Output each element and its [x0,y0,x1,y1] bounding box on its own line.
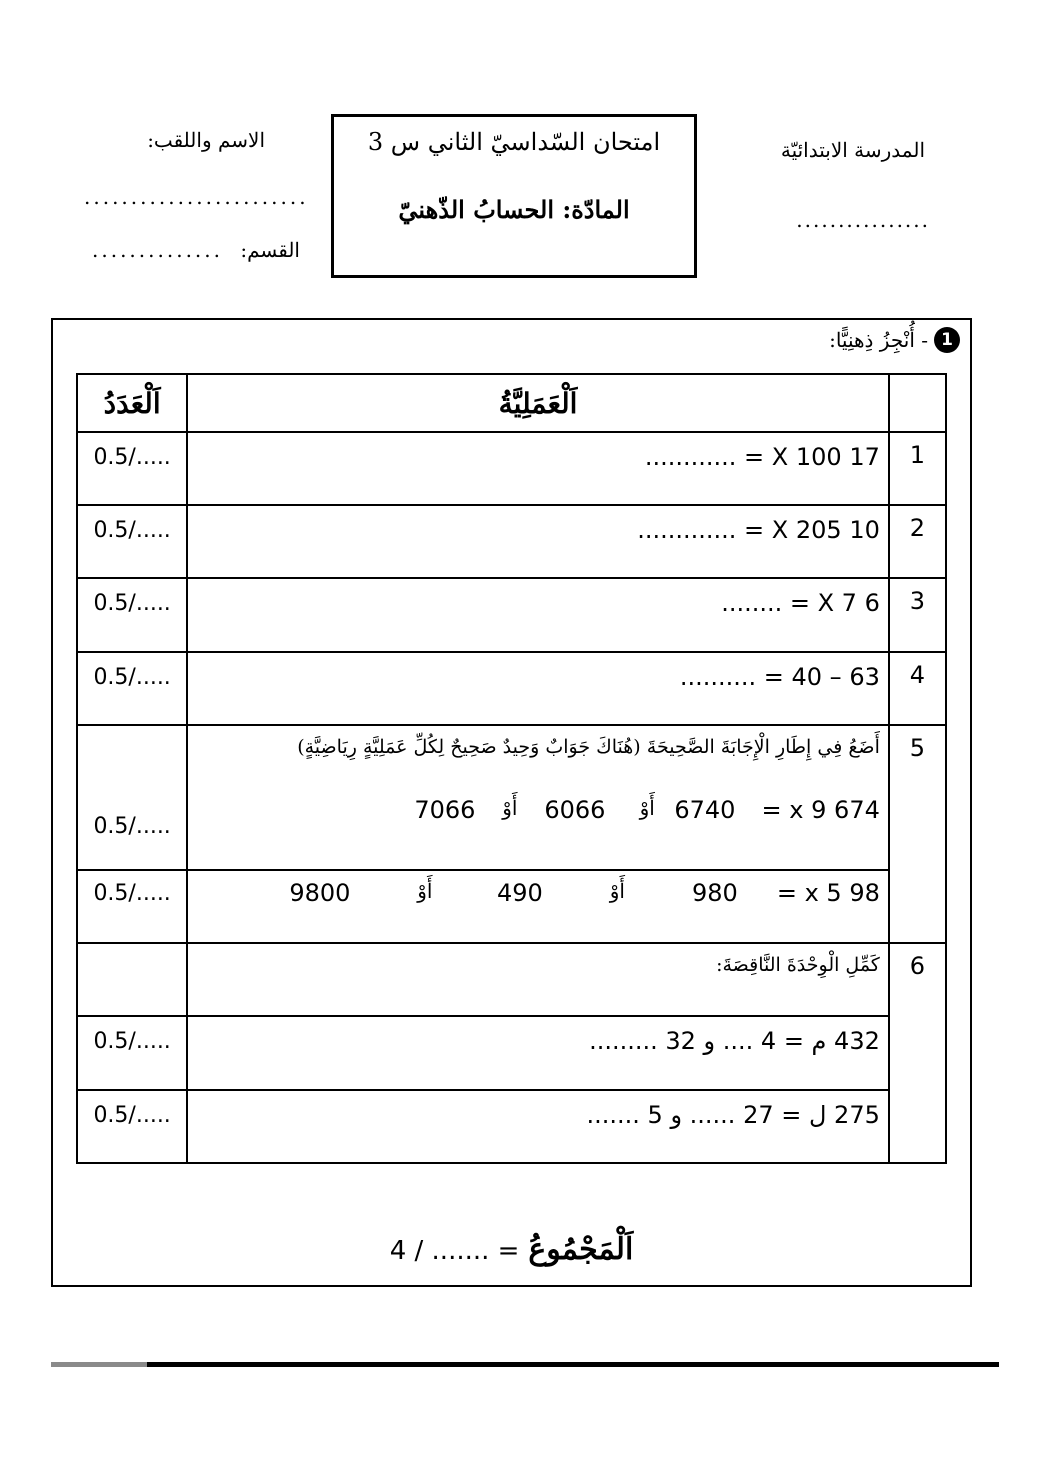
table-row [77,1016,946,1090]
operation-cell[interactable]: 10 X 205 = ............. [187,505,889,578]
choice-option[interactable]: 980 [691,879,738,907]
operations-table [76,373,947,1164]
table-row [77,432,946,505]
units-question[interactable]: 432 م = 4 .... و 32 ......... [187,1016,889,1090]
choice-expression: 98 x 5 = [776,879,880,907]
or-word: أَوْ [502,796,518,820]
table-row [77,652,946,725]
exam-title: امتحان السّداسيّ الثاني س 3 [367,128,661,156]
school-name-blank[interactable]: ................ [796,208,930,232]
table-row [77,578,946,652]
units-instruction: كَمِّلِ الْوِحْدَةَ النَّاقِصَةَ: [187,943,889,1016]
score-cell[interactable]: 0.5/..... [77,578,187,652]
row-number: 6 [889,943,946,1163]
choice-option[interactable]: 7066 [414,796,476,824]
table-row [77,943,946,1016]
footer-rule-black [147,1362,999,1367]
task-title: - أُنْجِزُ ذِهنِيًّا: [829,328,928,352]
operation-cell[interactable]: 17 X 100 = ............ [187,432,889,505]
score-cell[interactable]: 0.5/..... [77,1090,187,1163]
number-column-header [889,374,946,432]
choice-expression: 674 x 9 = [761,796,880,824]
row-number: 4 [889,652,946,725]
choice-question-1 [188,796,888,824]
score-cell[interactable]: 0.5/..... [77,652,187,725]
row-number: 2 [889,505,946,578]
or-word: أَوْ [609,879,625,903]
student-name-blank[interactable]: ........................ [84,185,309,209]
table-row [77,505,946,578]
score-column-header: اَلْعَدَدُ [77,374,187,432]
row-number: 5 [889,725,946,943]
score-cell[interactable]: 0.5/..... [77,505,187,578]
operation-column-header: اَلْعَمَلِيَّةُ [187,374,889,432]
choice-cell [187,725,889,870]
total-value[interactable]: = ....... / 4 [389,1236,520,1266]
or-word: أَوْ [417,879,433,903]
score-cell-empty [77,943,187,1016]
row-number: 3 [889,578,946,652]
operation-cell[interactable]: 6 X 7 = ........ [187,578,889,652]
table-row-choice [77,870,946,943]
subject-line: المادّة: الحسابُ الذّهنيّ [398,195,630,224]
or-word: أَوْ [639,796,655,820]
class-label: القسم: [240,238,300,262]
score-cell[interactable]: 0.5/..... [77,432,187,505]
class-blank[interactable]: .............. [92,238,224,262]
task-number-badge: 1 [934,327,960,353]
choice-instruction: أَضَعُ فِي إِطَارِ الْإِجَابَةَ الصَّحِيحَةَ (هُنَاكَ جَوَابٌ وَحِيدٌ صَحِيحٌ لِكُلِّ عَمَلِيَّةٍ رِيَاضِيَّةٍ) [297,736,880,758]
table-header-row [77,374,946,432]
total-label: اَلْمَجْمُوعُ [528,1232,634,1267]
row-number: 1 [889,432,946,505]
choice-option[interactable]: 6066 [544,796,606,824]
score-cell[interactable]: 0.5/..... [77,725,187,870]
operation-cell[interactable]: 63 – 40 = .......... [187,652,889,725]
score-cell[interactable]: 0.5/..... [77,1016,187,1090]
choice-option[interactable]: 9800 [289,879,351,907]
subject-value: الحسابُ الذّهنيّ [398,195,554,224]
choice-question-2 [188,879,888,907]
table-row-choice [77,725,946,870]
footer-rule-gray [51,1362,147,1367]
score-cell[interactable]: 0.5/..... [77,870,187,943]
task-heading [829,327,960,353]
table-row [77,1090,946,1163]
subject-label: المادّة [571,195,630,224]
total-line [51,1232,972,1267]
choice-option[interactable]: 6740 [674,796,736,824]
school-label: المدرسة الابتدائيّة [780,138,925,162]
student-name-label: الاسم واللقب: [147,128,265,152]
choice-option[interactable]: 490 [496,879,543,907]
units-question[interactable]: 275 ل = 27 ...... و 5 ....... [187,1090,889,1163]
choice-cell [187,870,889,943]
